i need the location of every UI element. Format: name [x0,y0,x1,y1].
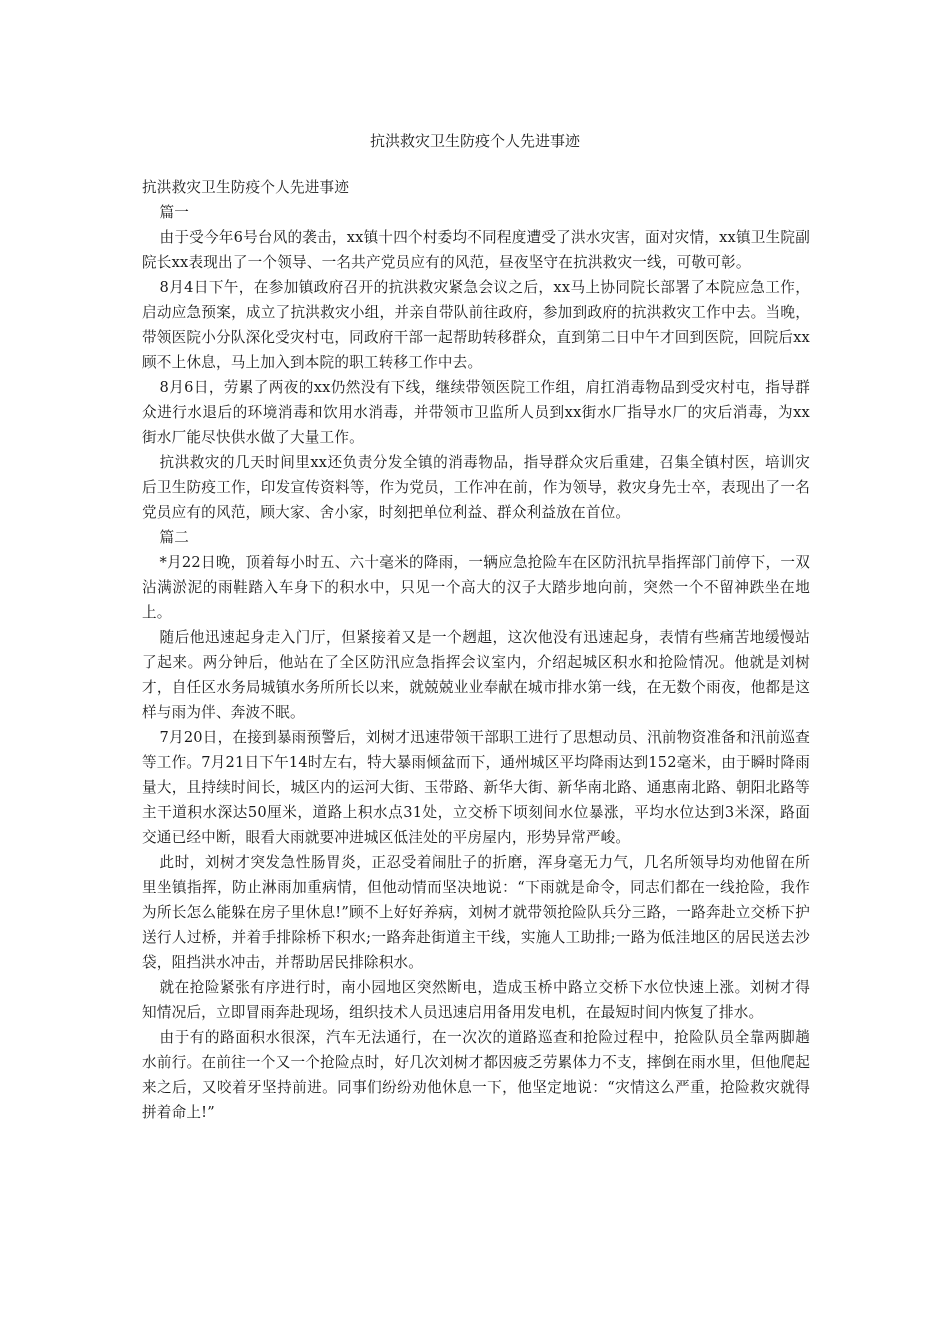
section-label: 篇二 [159,529,190,546]
document-body [142,175,810,1125]
paragraph: 随后他迅速起身走入门厅，但紧接着又是一个趔趄，这次他没有迅速起身，表情有些痛苦地缓慢站了起来。两分钟后，他站在了全区防汛应急指挥会议室内，介绍起城区积水和抢险情况。他就是刘树才，自任区水务局城镇水务所所长以来，就兢兢业业奉献在城市排水第一线，在无数个雨夜，他都是这样与雨为伴、奔波不眠。 [142,629,810,721]
paragraph: 8月6日，劳累了两夜的xx仍然没有下线，继续带领医院工作组，肩扛消毒物品到受灾村屯，指导群众进行水退后的环境消毒和饮用水消毒，并带领市卫监所人员到xx街水厂指导水厂的灾后消毒，为xx街水厂能尽快供水做了大量工作。 [142,379,810,446]
section-1 [142,200,810,525]
paragraph: 抗洪救灾的几天时间里xx还负责分发全镇的消毒物品，指导群众灾后重建，召集全镇村医，培训灾后卫生防疫工作，印发宣传资料等，作为党员，工作冲在前，作为领导，救灾身先士卒，表现出了一名党员应有的风范，顾大家、舍小家，时刻把单位利益、群众利益放在首位。 [142,454,810,521]
paragraph: 由于有的路面积水很深，汽车无法通行，在一次次的道路巡查和抢险过程中，抢险队员全靠两脚趟水前行。在前往一个又一个抢险点时，好几次刘树才都因疲乏劳累体力不支，摔倒在雨水里，但他爬起来之后，又咬着牙坚持前进。同事们纷纷劝他休息一下，他坚定地说：“灾情这么严重，抢险救灾就得拼着命上!” [142,1029,810,1121]
paragraph: 就在抢险紧张有序进行时，南小园地区突然断电，造成玉桥中路立交桥下水位快速上涨。刘树才得知情况后，立即冒雨奔赴现场，组织技术人员迅速启用备用发电机，在最短时间内恢复了排水。 [142,979,810,1021]
paragraph: *月22日晚，顶着每小时五、六十毫米的降雨，一辆应急抢险车在区防汛抗旱指挥部门前停下，一双沾满淤泥的雨鞋踏入车身下的积水中，只见一个高大的汉子大踏步地向前，突然一个不留神跌坐在地上。 [142,554,810,621]
section-2 [142,525,810,1125]
paragraph: 7月20日，在接到暴雨预警后，刘树才迅速带领干部职工进行了思想动员、汛前物资准备和汛前巡查等工作。7月21日下午14时左右，特大暴雨倾盆而下，通州城区平均降雨达到152毫米，由于瞬时降雨量大，且持续时间长，城区内的运河大街、玉带路、新华大街、新华南北路、通惠南北路、朝阳北路等主干道积水深达50厘米，道路上积水点31处，立交桥下顷刻间水位暴涨，平均水位达到3米深，路面交通已经中断，眼看大雨就要冲进城区低洼处的平房屋内，形势异常严峻。 [142,729,810,846]
document-subtitle: 抗洪救灾卫生防疫个人先进事迹 [142,179,350,196]
paragraph: 由于受今年6号台风的袭击，xx镇十四个村委均不同程度遭受了洪水灾害，面对灾情，xx镇卫生院副院长xx表现出了一个领导、一名共产党员应有的风范，昼夜坚守在抗洪救灾一线，可敬可彰。 [142,229,810,271]
section-label: 篇一 [159,204,190,221]
document-title: 抗洪救灾卫生防疫个人先进事迹 [369,132,580,150]
paragraph: 此时，刘树才突发急性肠胃炎，正忍受着闹肚子的折磨，浑身毫无力气，几名所领导均劝他留在所里坐镇指挥，防止淋雨加重病情，但他动情而坚决地说：“下雨就是命令，同志们都在一线抢险，我作为所长怎么能躲在房子里休息!”顾不上好好养病，刘树才就带领抢险队兵分三路，一路奔赴立交桥下护送行人过桥，并着手排除桥下积水;一路奔赴街道主干线，实施人工助排;一路为低洼地区的居民送去沙袋，阻挡洪水冲击，并帮助居民排除积水。 [142,854,810,971]
paragraph: 8月4日下午，在参加镇政府召开的抗洪救灾紧急会议之后，xx马上协同院长部署了本院应急工作，启动应急预案，成立了抗洪救灾小组，并亲自带队前往政府，参加到政府的抗洪救灾工作中去。当晚，带领医院小分队深化受灾村屯，同政府干部一起帮助转移群众，直到第二日中午才回到医院，回院后xx顾不上休息，马上加入到本院的职工转移工作中去。 [142,279,810,371]
